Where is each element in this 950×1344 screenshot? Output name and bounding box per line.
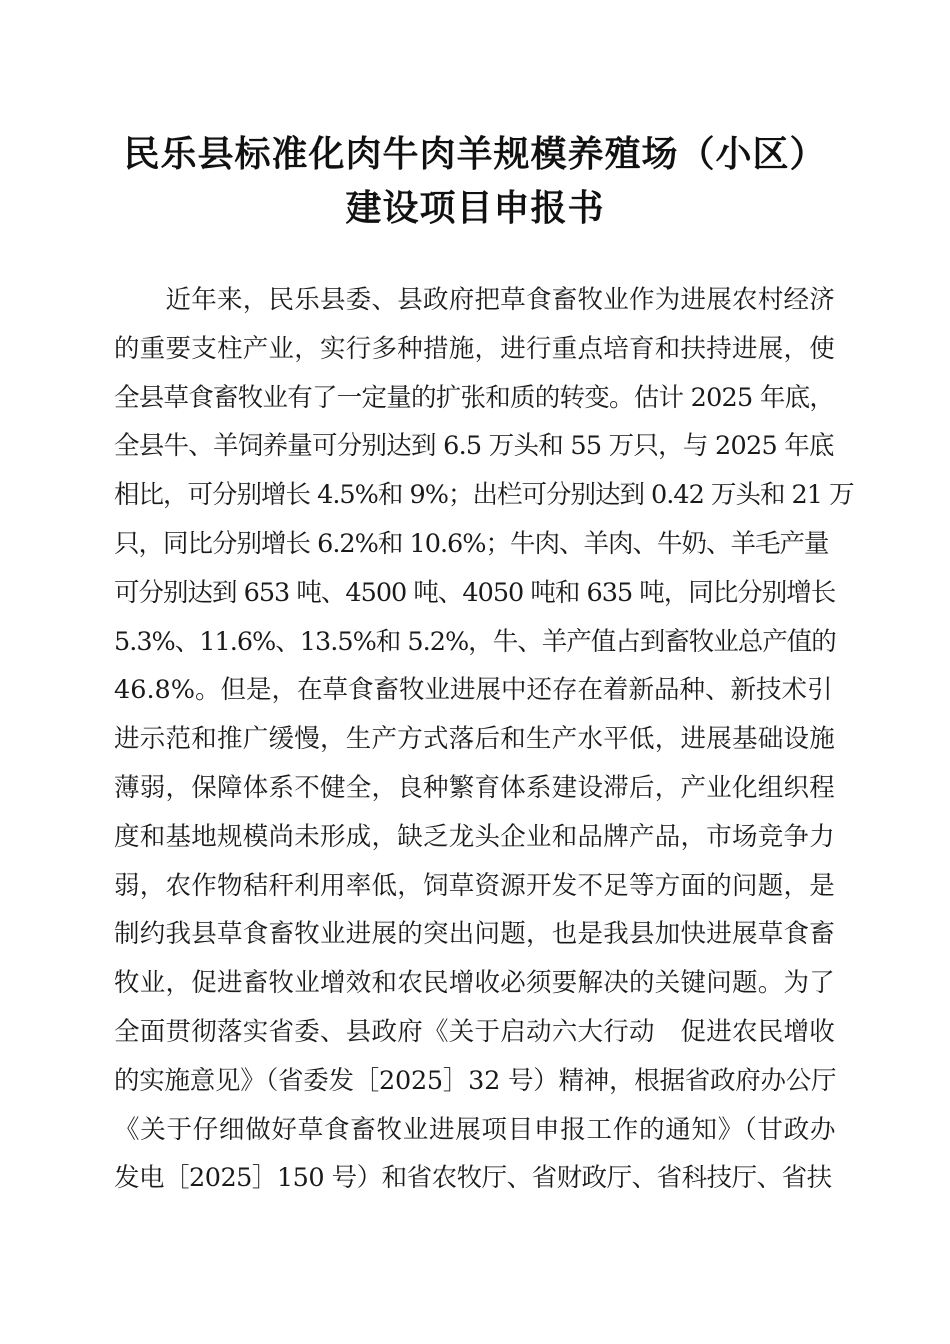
paragraph-line: 只，同比分别增长 6.2%和 10.6%；牛肉、羊肉、牛奶、羊毛产量 xyxy=(114,528,829,559)
paragraph-line: 度和基地规模尚未形成，缺乏龙头企业和品牌产品，市场竞争力 xyxy=(114,821,836,852)
title-line-2: 建设项目申报书 xyxy=(345,188,605,229)
paragraph-line: 近年来，民乐县委、县政府把草食畜牧业作为进展农村经济 xyxy=(114,285,836,315)
paragraph-line: 46.8%。但是，在草食畜牧业进展中还存在着新品种、新技术引 xyxy=(114,675,833,706)
document-title xyxy=(0,128,950,236)
paragraph-line: 牧业，促进畜牧业增效和农民增收必须要解决的关键问题。为了 xyxy=(114,968,836,999)
paragraph-line: 全县牛、羊饲养量可分别达到 6.5 万头和 55 万只，与 2025 年底 xyxy=(114,431,834,462)
title-line-1: 民乐县标准化肉牛肉羊规模养殖场（小区） xyxy=(123,134,827,175)
paragraph-line: 的重要支柱产业，实行多种措施，进行重点培育和扶持进展，使 xyxy=(114,333,836,364)
paragraph-line: 全面贯彻落实省委、县政府《关于启动六大行动 促进农民增收 xyxy=(114,1016,836,1047)
paragraph-line: 制约我县草食畜牧业进展的突出问题，也是我县加快进展草食畜 xyxy=(114,919,836,950)
paragraph-line: 5.3%、11.6%、13.5%和 5.2%，牛、羊产值占到畜牧业总产值的 xyxy=(114,626,836,657)
paragraph-line: 薄弱，保障体系不健全，良种繁育体系建设滞后，产业化组织程 xyxy=(114,772,836,803)
paragraph-line: 全县草食畜牧业有了一定量的扩张和质的转变。估计 2025 年底， xyxy=(114,382,835,413)
paragraph-line: 弱，农作物秸秆利用率低，饲草资源开发不足等方面的问题，是 xyxy=(114,870,836,901)
paragraph-line: 进示范和推广缓慢，生产方式落后和生产水平低，进展基础设施 xyxy=(114,724,836,755)
paragraph-line: 发电［2025］150 号）和省农牧厅、省财政厅、省科技厅、省扶 xyxy=(114,1163,832,1194)
paragraph-line: 可分别达到 653 吨、4500 吨、4050 吨和 635 吨，同比分别增长 xyxy=(114,577,836,608)
paragraph-line: 的实施意见》（省委发［2025］32 号）精神，根据省政府办公厅 xyxy=(114,1065,837,1096)
paragraph-line: 《关于仔细做好草食畜牧业进展项目申报工作的通知》（甘政办 xyxy=(114,1114,837,1145)
body-paragraph xyxy=(114,276,854,1203)
paragraph-line: 相比，可分别增长 4.5%和 9%；出栏可分别达到 0.42 万头和 21 万 xyxy=(114,480,854,511)
